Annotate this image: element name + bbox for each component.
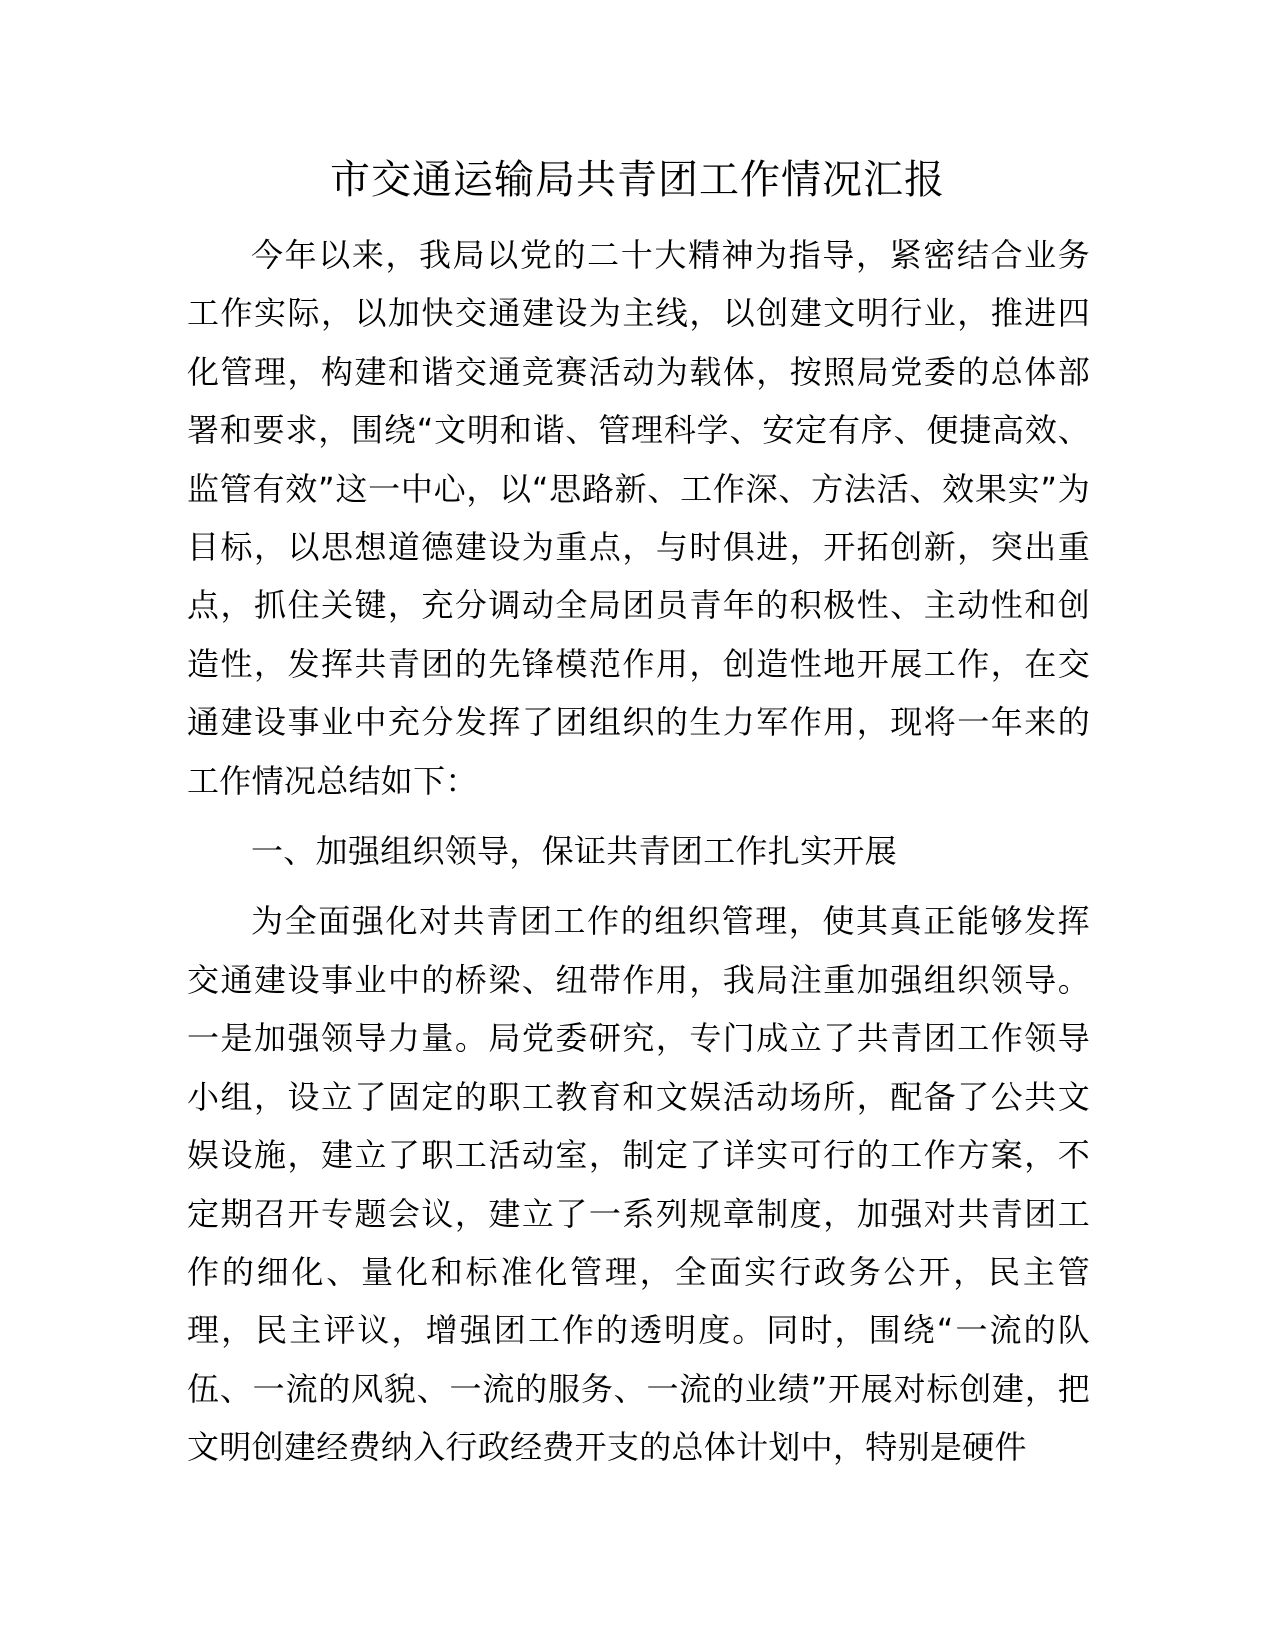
- document-title: 市交通运输局共青团工作情况汇报: [330, 157, 945, 203]
- section-1-paragraph: 为全面强化对共青团工作的组织管理，使其真正能够发挥交通建设事业中的桥梁、纽带作用，我局注重加强组织领导。一是加强领导力量。局党委研究，专门成立了共青团工作领导小组，设立了固定的职工教育和文娱活动场所，配备了公共文娱设施，建立了职工活动室，制定了详实可行的工作方案，不定期召开专题会议，建立了一系列规章制度，加强对共青团工作的细化、量化和标准化管理，全面实行政务公开，民主管理，民主评议，增强团工作的透明度。同时，围绕“一流的队伍、一流的风貌、一流的服务、一流的业绩”开展对标创建，把文明创建经费纳入行政经费开支的总体计划中，特别是硬件: [187, 902, 1090, 1467]
- section-heading-1: 一、加强组织领导，保证共青团工作扎实开展: [251, 832, 898, 871]
- document-body: [187, 226, 1090, 1477]
- intro-paragraph: 今年以来，我局以党的二十大精神为指导，紧密结合业务工作实际，以加快交通建设为主线，以创建文明行业，推进四化管理，构建和谐交通竞赛活动为载体，按照局党委的总体部署和要求，围绕“文明和谐、管理科学、安定有序、便捷高效、监管有效”这一中心，以“思路新、工作深、方法活、效果实”为目标，以思想道德建设为重点，与时俱进，开拓创新，突出重点，抓住关键，充分调动全局团员青年的积极性、主动性和创造性，发挥共青团的先锋模范作用，创造性地开展工作，在交通建设事业中充分发挥了团组织的生力军作用，现将一年来的工作情况总结如下：: [187, 236, 1090, 800]
